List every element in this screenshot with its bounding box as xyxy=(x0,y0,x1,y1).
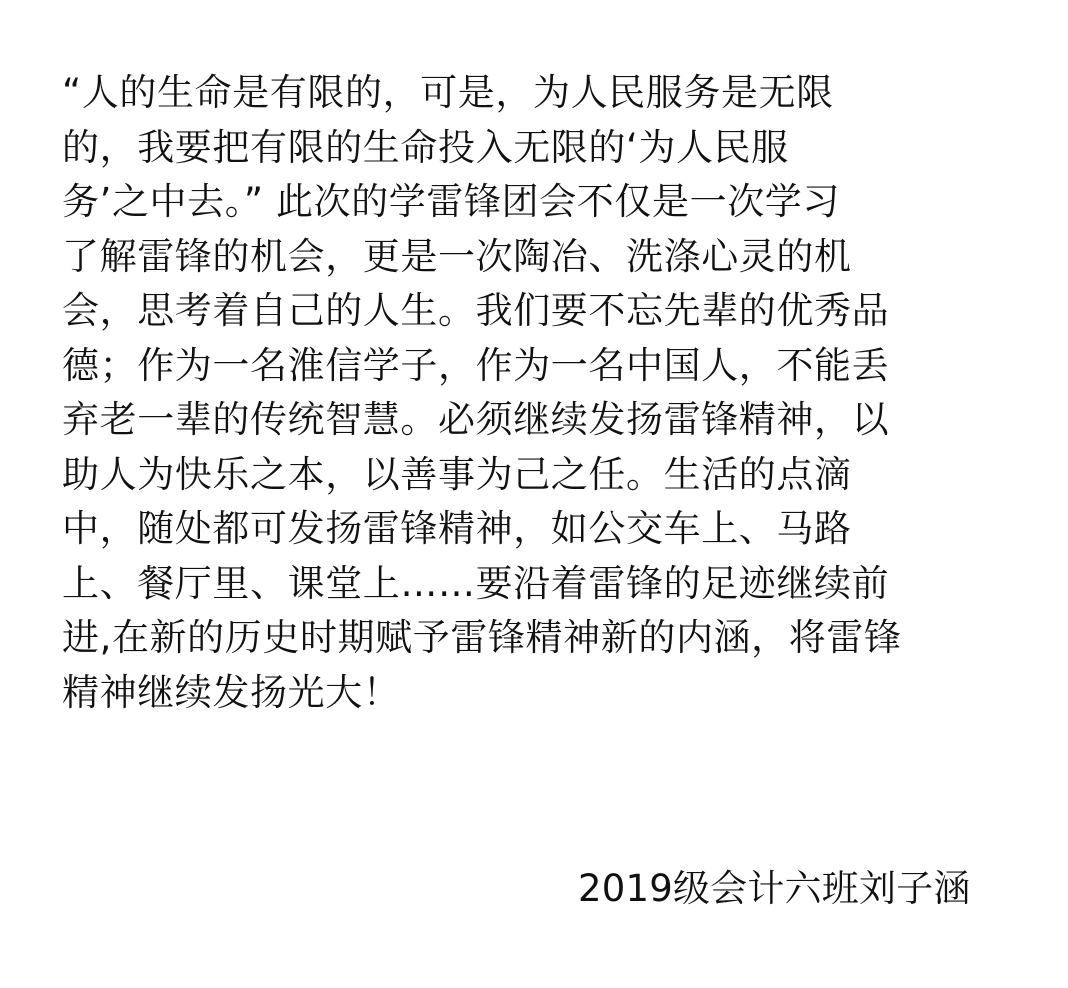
essay-body xyxy=(62,66,1032,720)
essay-line: 中，随处都可发扬雷锋精神，如公交车上、马路 xyxy=(62,507,852,550)
author-signature: 2019级会计六班刘子涵 xyxy=(578,867,971,910)
essay-line: 助人为快乐之本，以善事为己之任。生活的点滴 xyxy=(62,452,852,496)
essay-line: 务’之中去。” 此次的学雷锋团会不仅是一次学习 xyxy=(62,180,840,223)
essay-line: 精神继续发扬光大！ xyxy=(62,670,401,714)
essay-line: “人的生命是有限的，可是，为人民服务是无限 xyxy=(62,71,834,114)
essay-line: 会，思考着自己的人生。我们要不忘先辈的优秀品 xyxy=(62,289,890,332)
essay-line: 进,在新的历史时期赋予雷锋精神新的内涵，将雷锋 xyxy=(62,616,902,659)
essay-line: 的，我要把有限的生命投入无限的‘为人民服 xyxy=(62,125,789,169)
essay-line: 上、餐厅里、课堂上……要沿着雷锋的足迹继续前 xyxy=(62,561,890,605)
essay-line: 弃老一辈的传统智慧。必须继续发扬雷锋精神，以 xyxy=(62,398,890,441)
essay-line: 德；作为一名淮信学子，作为一名中国人，不能丢 xyxy=(62,343,890,387)
essay-line: 了解雷锋的机会，更是一次陶冶、洗涤心灵的机 xyxy=(62,234,852,278)
